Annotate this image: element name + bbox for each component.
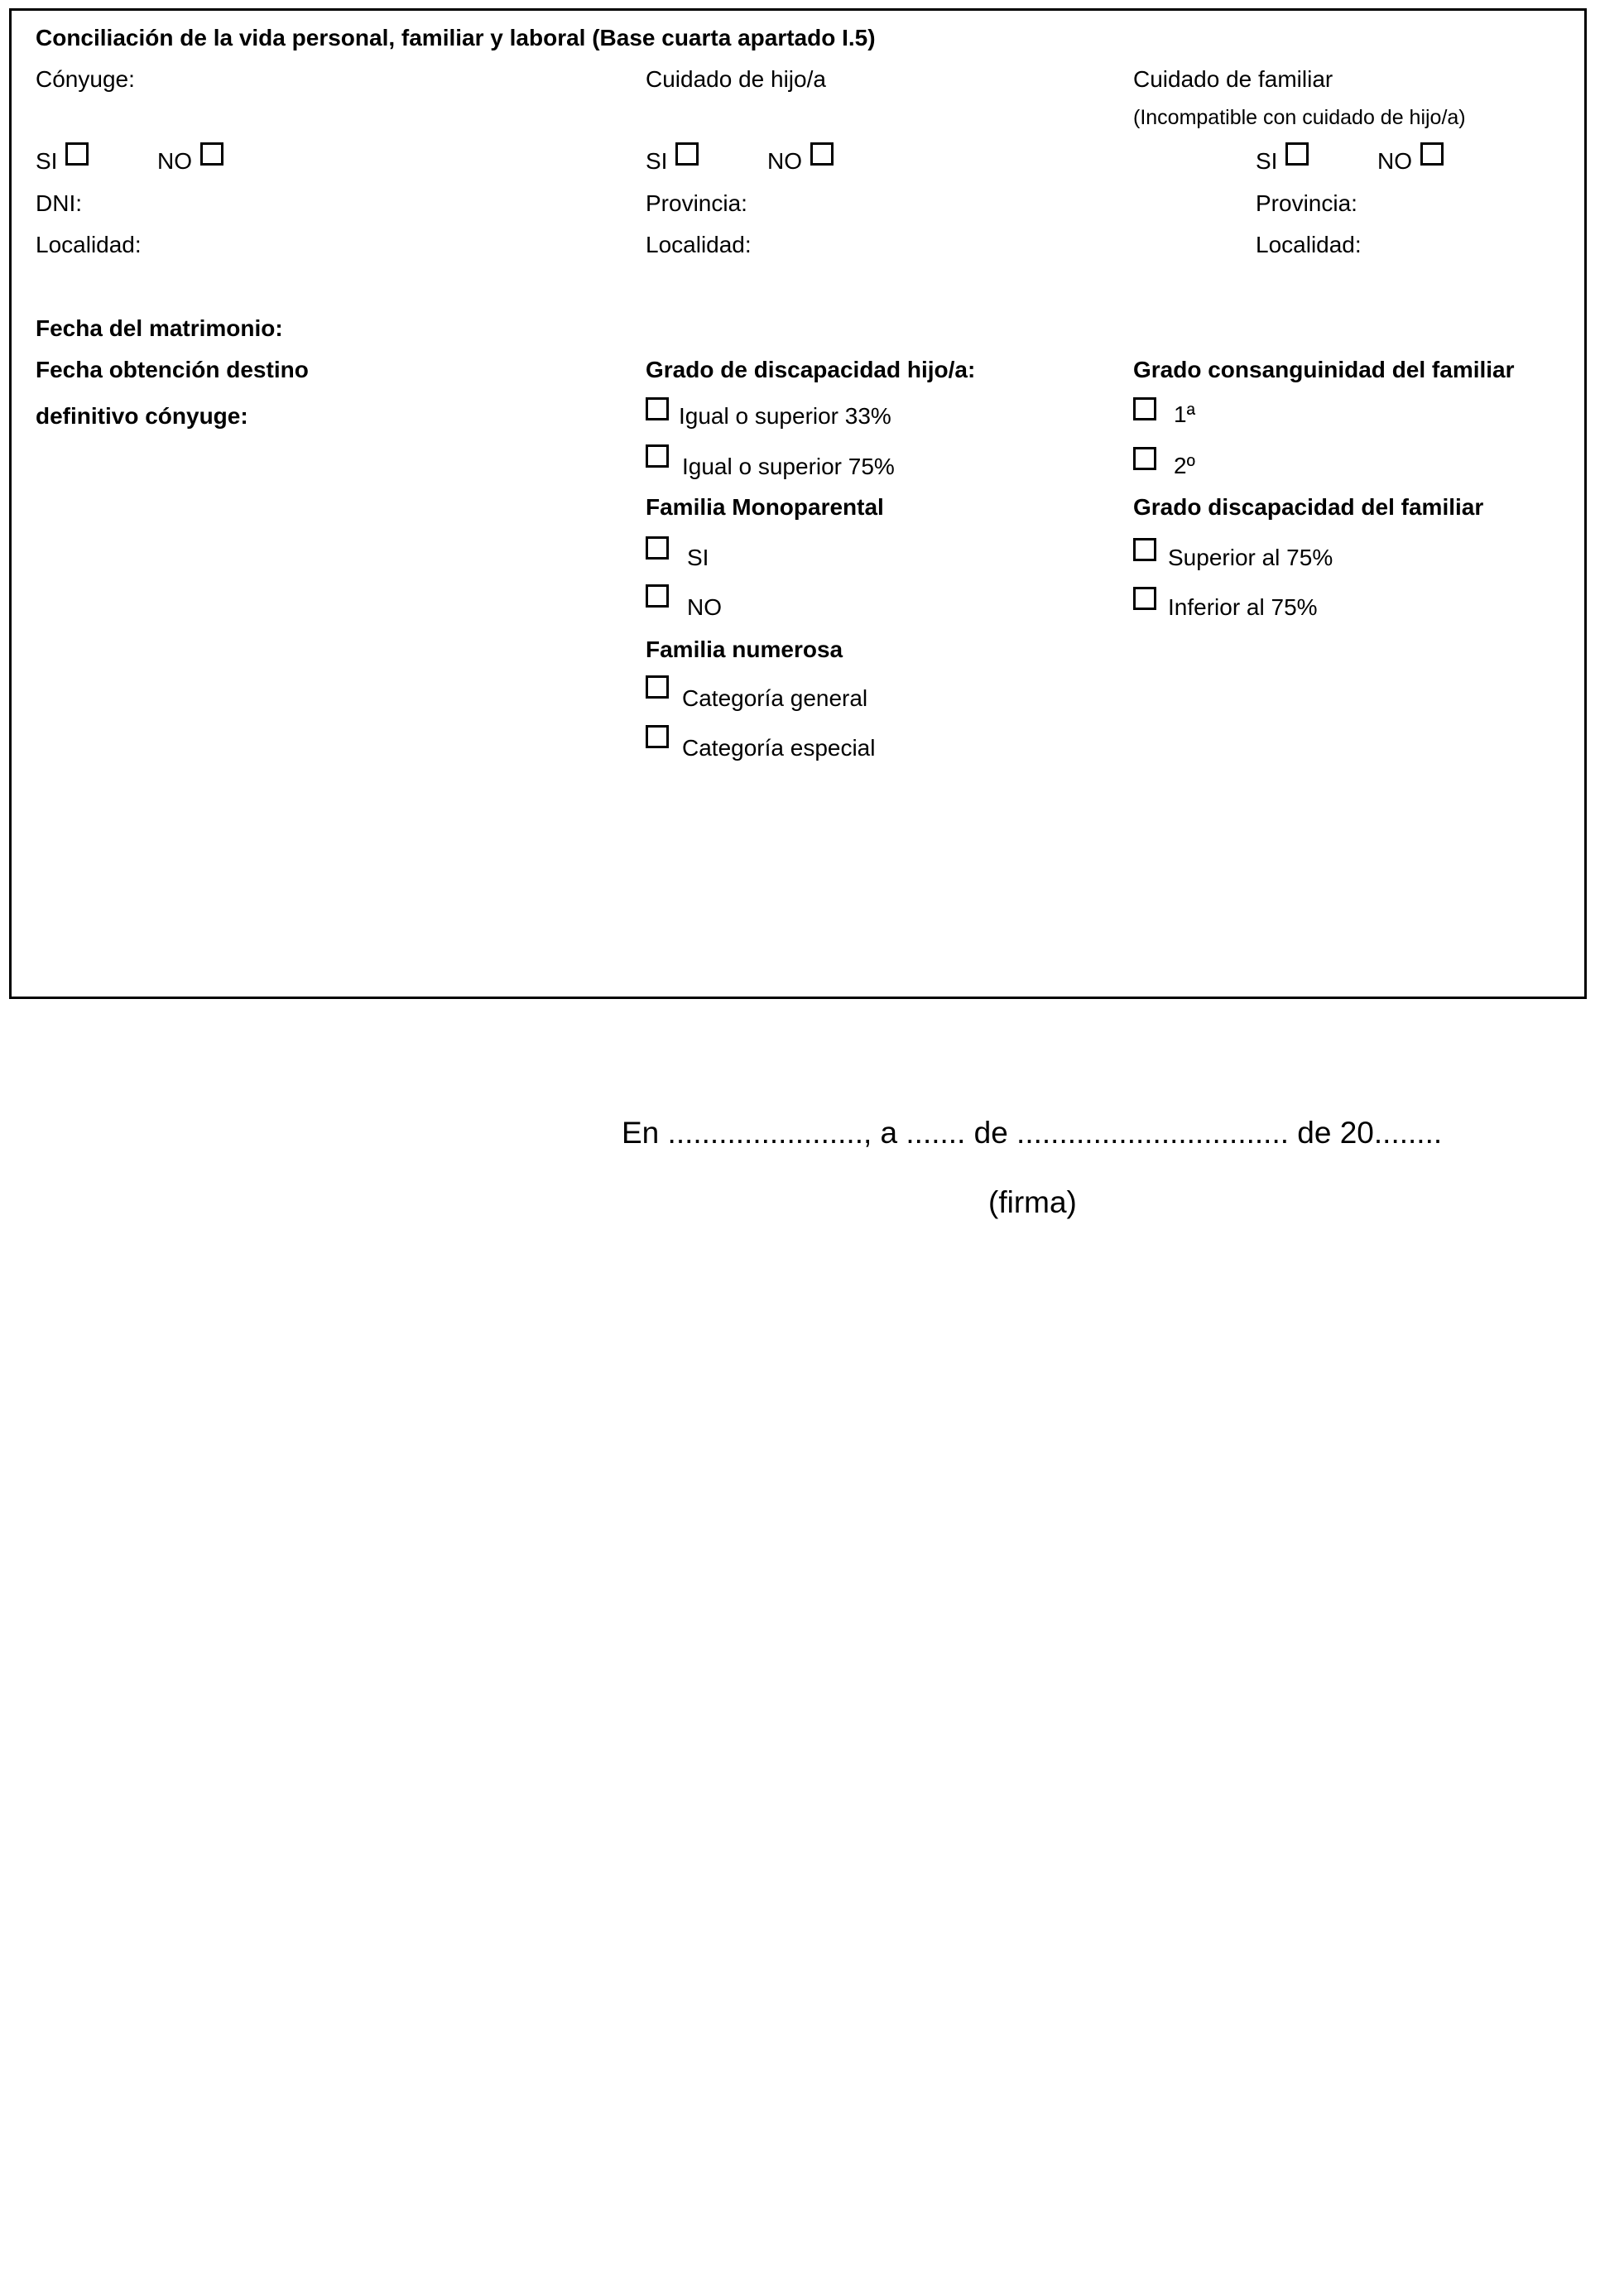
numerosa-general-checkbox[interactable]	[646, 675, 669, 699]
fecha-destino-label-line2: definitivo cónyuge:	[36, 403, 248, 429]
hijo-grado-title: Grado de discapacidad hijo/a:	[646, 357, 976, 382]
familiar-note: (Incompatible con cuidado de hijo/a)	[1133, 106, 1466, 129]
numerosa-general-label: Categoría general	[682, 685, 868, 711]
familiar-no-checkbox[interactable]	[1420, 142, 1444, 166]
fecha-destino-label-line1: Fecha obtención destino	[36, 357, 309, 382]
familiar-localidad-label: Localidad:	[1256, 232, 1362, 257]
hijo-grado-75-label: Igual o superior 75%	[682, 454, 895, 479]
familiar-discapacidad-superior-checkbox[interactable]	[1133, 538, 1156, 561]
fecha-matrimonio-label: Fecha del matrimonio:	[36, 315, 283, 341]
place-date-line: En ......................., a ....... de ................................ de 20........	[622, 1116, 1443, 1150]
monoparental-si-label: SI	[687, 545, 709, 570]
monoparental-si-checkbox[interactable]	[646, 536, 669, 560]
conyuge-no-checkbox[interactable]	[200, 142, 223, 166]
hijo-grado-75-checkbox[interactable]	[646, 444, 669, 468]
familiar-consanguinidad-2-label: 2º	[1174, 453, 1195, 478]
familiar-consanguinidad-title: Grado consanguinidad del familiar	[1133, 357, 1515, 382]
conyuge-no-label: NO	[157, 148, 192, 174]
familiar-discapacidad-inferior-label: Inferior al 75%	[1168, 594, 1318, 620]
familiar-discapacidad-inferior-checkbox[interactable]	[1133, 587, 1156, 610]
familiar-discapacidad-title: Grado discapacidad del familiar	[1133, 494, 1484, 520]
monoparental-title: Familia Monoparental	[646, 494, 884, 520]
hijo-si-label: SI	[646, 148, 668, 174]
conyuge-si-checkbox[interactable]	[65, 142, 89, 166]
numerosa-especial-label: Categoría especial	[682, 735, 876, 761]
familiar-consanguinidad-2-checkbox[interactable]	[1133, 447, 1156, 470]
hijo-label: Cuidado de hijo/a	[646, 66, 826, 92]
firma-label: (firma)	[988, 1185, 1077, 1219]
familiar-si-label: SI	[1256, 148, 1278, 174]
conyuge-label: Cónyuge:	[36, 66, 135, 92]
section-title: Conciliación de la vida personal, familiar y laboral (Base cuarta apartado I.5)	[36, 25, 876, 50]
familiar-discapacidad-superior-label: Superior al 75%	[1168, 545, 1333, 570]
monoparental-no-checkbox[interactable]	[646, 584, 669, 608]
familiar-consanguinidad-1-checkbox[interactable]	[1133, 397, 1156, 420]
numerosa-especial-checkbox[interactable]	[646, 725, 669, 748]
conyuge-si-label: SI	[36, 148, 58, 174]
monoparental-no-label: NO	[687, 594, 722, 620]
familiar-label: Cuidado de familiar	[1133, 66, 1333, 92]
numerosa-title: Familia numerosa	[646, 636, 843, 662]
familiar-consanguinidad-1-label: 1ª	[1174, 401, 1195, 427]
hijo-si-checkbox[interactable]	[675, 142, 699, 166]
familiar-si-checkbox[interactable]	[1285, 142, 1309, 166]
hijo-provincia-label: Provincia:	[646, 190, 747, 216]
familiar-no-label: NO	[1377, 148, 1412, 174]
hijo-no-checkbox[interactable]	[810, 142, 834, 166]
conyuge-dni-label: DNI:	[36, 190, 82, 216]
hijo-no-label: NO	[767, 148, 802, 174]
familiar-provincia-label: Provincia:	[1256, 190, 1357, 216]
conyuge-localidad-label: Localidad:	[36, 232, 142, 257]
hijo-localidad-label: Localidad:	[646, 232, 752, 257]
hijo-grado-33-label: Igual o superior 33%	[679, 403, 891, 429]
hijo-grado-33-checkbox[interactable]	[646, 397, 669, 420]
